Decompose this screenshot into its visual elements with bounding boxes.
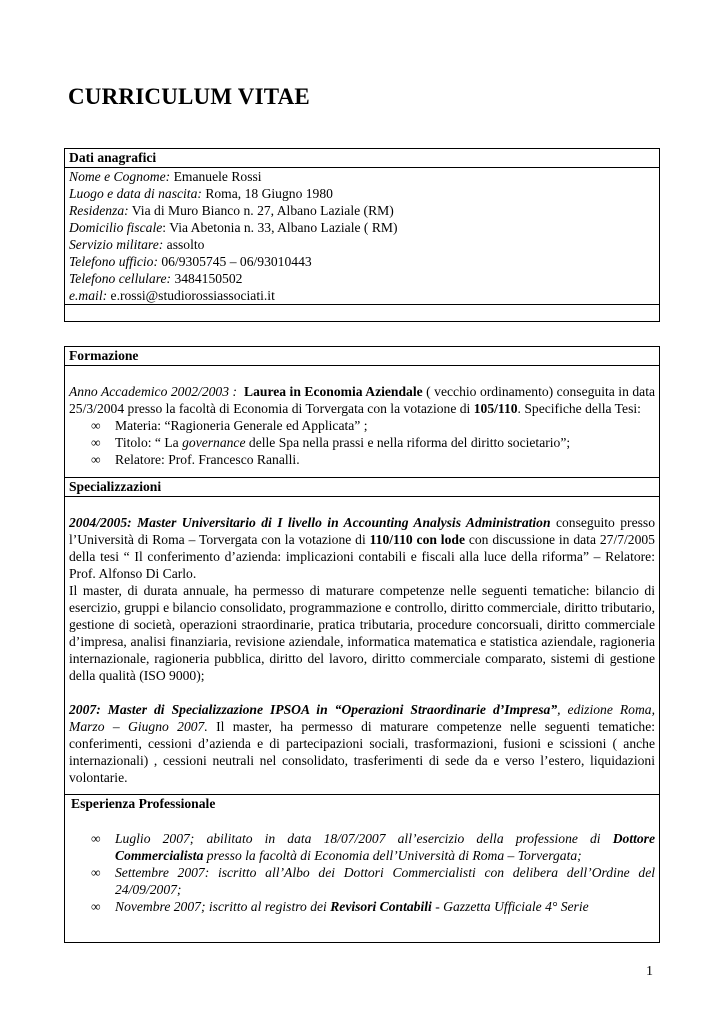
empty-row — [65, 304, 659, 321]
education-header: Formazione — [65, 347, 659, 366]
bullet-icon: ∞ — [91, 418, 101, 433]
mobile-phone-row: Telefono cellulare: 3484150502 — [69, 271, 243, 286]
specializations-section — [65, 478, 659, 795]
list-item: ∞ Materia: “Ragioneria Generale ed Applicata” ; — [91, 418, 368, 433]
thesis-list — [69, 417, 655, 468]
master-2-paragraph: 2007: Master di Specializzazione IPSOA in “Operazioni Straordinarie d’Impresa”, edizione Roma, Marzo – Giugno 2007. Il master, ha permesso di maturare competenze nelle seguenti tematiche: conferimenti, cessioni d’azienda e di partecipazioni sociali, trasformazioni, fusioni e scissioni ( anche internazionali) , cessioni neutrali nel consolidato, trasferimenti di sede da e verso l’estero, liquidazioni volontarie. — [69, 702, 656, 785]
list-item: ∞ Settembre 2007: iscritto all’Albo dei Dottori Commercialisti con delibera dell’Ordine del 24/09/2007; — [91, 865, 655, 897]
personal-data-table — [64, 148, 660, 322]
master-1-description: Il master, di durata annuale, ha permesso di maturare competenze nelle seguenti tematiche: bilancio di esercizio, gruppi e bilancio consolidato, programmazione e controllo, diritto commerciale, diritto tributario, gestione di società, operazioni straordinarie, pratica tributaria, procedure concorsuali, diritto commerciale d’impresa, analisi finanziaria, revisione aziendale, informatica matematica e statistica aziendale, ragioneria internazionale, ragioneria pubblica, diritto del lavoro, diritto commerciale comparato, sistemi di gestione della qualità (ISO 9000); — [69, 583, 655, 683]
degree-paragraph: Anno Accademico 2002/2003 : Laurea in Economia Aziendale ( vecchio ordinamento) conseguita in data 25/3/2004 presso la facoltà di Economia di Torvergata con la votazione di 105/110. Specifiche della Tesi: — [69, 384, 655, 416]
bullet-icon: ∞ — [91, 831, 101, 846]
list-item: ∞ Titolo: “ La governance delle Spa nella prassi e nella riforma del diritto societario”; — [91, 435, 571, 450]
personal-data-body — [65, 168, 659, 304]
experience-header: Esperienza Professionale — [71, 796, 216, 811]
email-row: e.mail: e.rossi@studiorossiassociati.it — [69, 288, 275, 303]
specializations-header: Specializzazioni — [65, 478, 659, 497]
page-number: 1 — [646, 964, 653, 979]
list-item: ∞ Luglio 2007; abilitato in data 18/07/2007 all’esercizio della professione di Dottore Commercialista presso la facoltà di Economia dell’Università di Roma – Torvergata; — [91, 831, 655, 863]
military-service-row: Servizio militare: assolto — [69, 237, 205, 252]
birth-row: Luogo e data di nascita: Roma, 18 Giugno 1980 — [69, 186, 333, 201]
bullet-icon: ∞ — [91, 865, 101, 880]
bullet-icon: ∞ — [91, 452, 101, 467]
fiscal-domicile-row: Domicilio fiscale: Via Abetonia n. 33, Albano Laziale ( RM) — [69, 220, 398, 235]
list-item: ∞ Novembre 2007; iscritto al registro dei Revisori Contabili - Gazzetta Ufficiale 4° Serie — [91, 899, 589, 914]
cv-details-table — [64, 346, 660, 943]
master-1-paragraph: 2004/2005: Master Universitario di I livello in Accounting Analysis Administration conseguito presso l’Università di Roma – Torvergata con la votazione di 110/110 con lode con discussione in data 27/7/2005 della tesi “ Il conferimento d’azienda: implicazioni contabili e fiscali alla luce della riforma” – Relatore: Prof. Alfonso Di Carlo. — [69, 515, 655, 581]
experience-section — [65, 795, 659, 915]
residence-row: Residenza: Via di Muro Bianco n. 27, Albano Laziale (RM) — [69, 203, 394, 218]
bullet-icon: ∞ — [91, 899, 101, 914]
education-section — [65, 347, 659, 478]
experience-list — [69, 830, 655, 915]
list-item: ∞ Relatore: Prof. Francesco Ranalli. — [91, 452, 300, 467]
personal-data-header: Dati anagrafici — [65, 149, 659, 168]
page-title: CURRICULUM VITAE — [68, 84, 310, 109]
bullet-icon: ∞ — [91, 435, 101, 450]
name-row: Nome e Cognome: Emanuele Rossi — [69, 169, 262, 184]
office-phone-row: Telefono ufficio: 06/9305745 – 06/93010443 — [69, 254, 312, 269]
